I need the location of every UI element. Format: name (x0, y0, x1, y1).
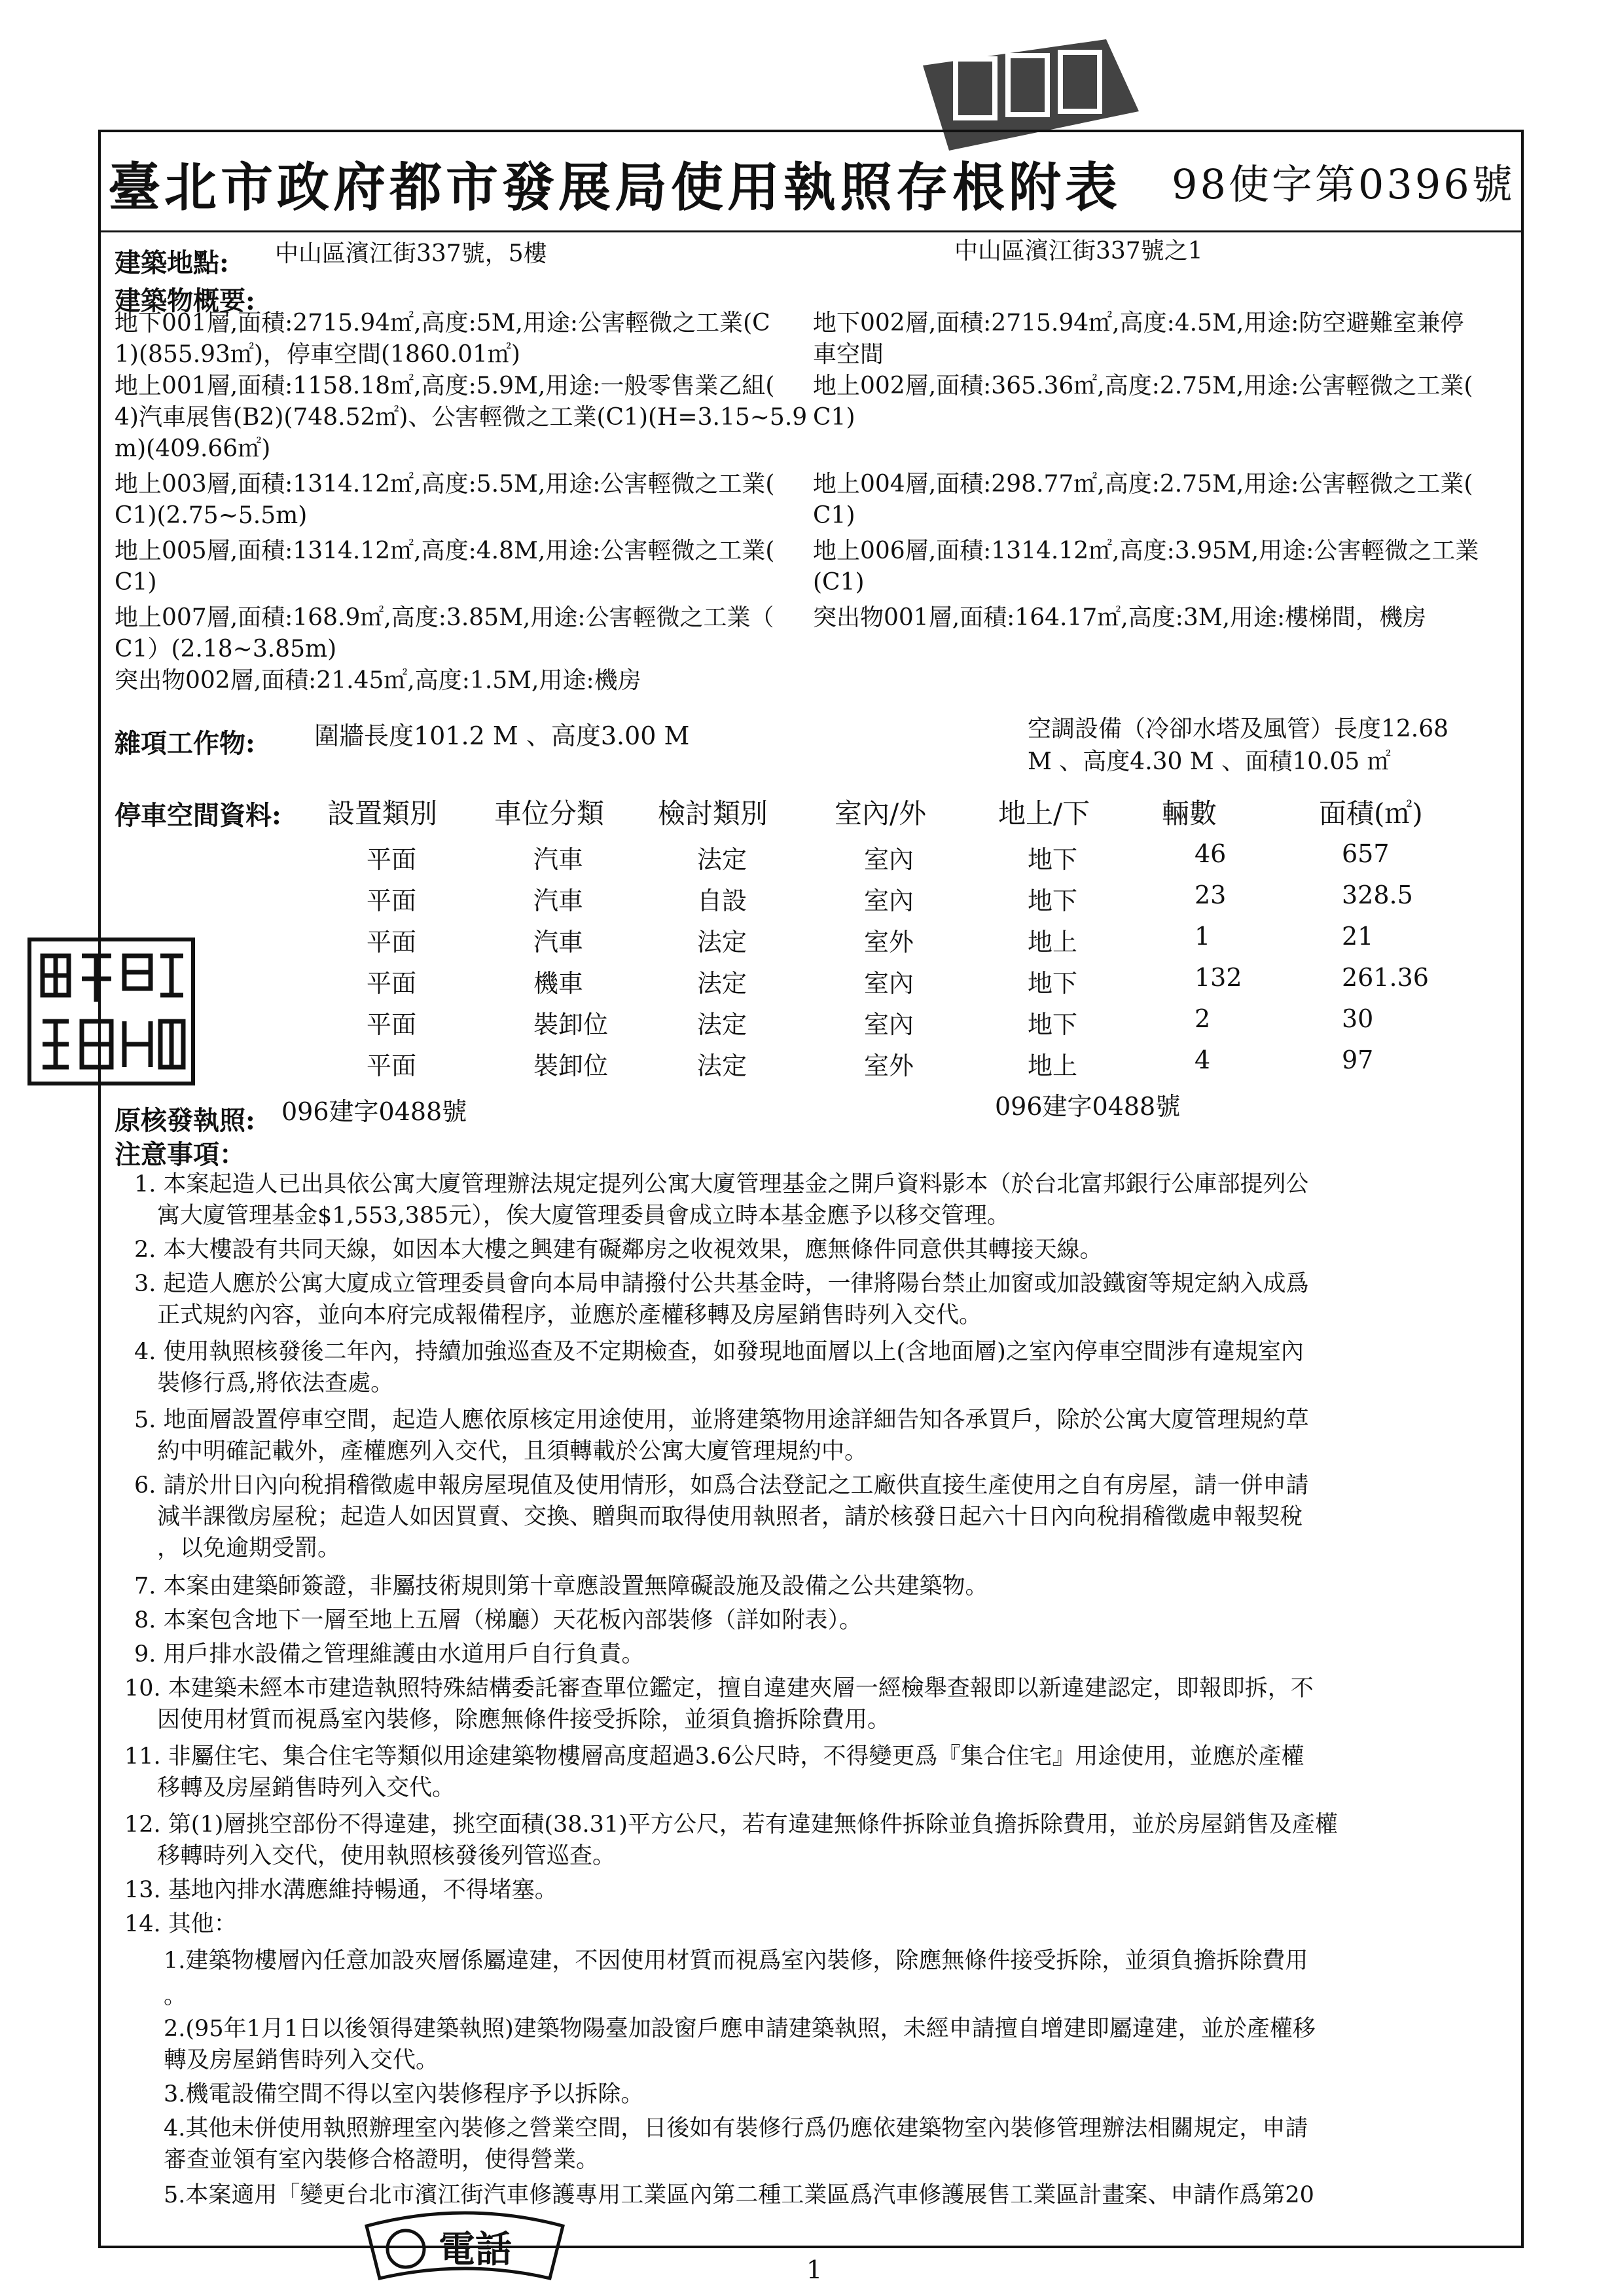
overview-line: C1）(2.18~3.85m) (115, 636, 337, 663)
overview-line: (C1) (813, 569, 865, 596)
parking-cell: 97 (1342, 1046, 1374, 1074)
parking-cell: 裝卸位 (533, 1010, 609, 1039)
parking-header: 室內/外 (835, 797, 927, 829)
parking-cell: 21 (1342, 922, 1374, 951)
parking-cell: 法定 (697, 928, 747, 957)
note-line: 13. 基地內排水溝應維持暢通，不得堵塞。 (124, 1877, 558, 1903)
parking-cell: 地上 (1028, 928, 1078, 957)
note-line: 移轉時列入交代，使用執照核發後列管巡查。 (157, 1843, 616, 1869)
parking-cell: 平面 (367, 928, 417, 957)
parking-cell: 23 (1195, 881, 1227, 909)
parking-cell: 室內 (864, 845, 914, 874)
parking-header: 設置類別 (327, 797, 438, 829)
note-line: 9. 用戶排水設備之管理維護由水道用戶自行負責。 (134, 1641, 645, 1667)
parking-cell: 46 (1195, 839, 1227, 868)
parking-cell: 室內 (864, 969, 914, 998)
note-line: 因使用材質而視爲室內裝修，除應無條件接受拆除，並須負擔拆除費用。 (157, 1707, 891, 1733)
original-permit-label: 原核發執照: (115, 1105, 255, 1136)
note-line: 減半課徵房屋稅；起造人如因買賣、交換、贈與而取得使用執照者，請於核發日起六十日內向稅捐稽徵處申報契稅 (157, 1504, 1303, 1530)
parking-cell: 261.36 (1342, 963, 1429, 992)
parking-cell: 地上 (1028, 1051, 1078, 1080)
parking-cell: 平面 (367, 1051, 417, 1080)
parking-cell: 室外 (864, 928, 914, 957)
overview-line: 車空間 (813, 341, 884, 368)
parking-header: 車位分類 (494, 797, 605, 829)
note-line: 。 (164, 1983, 187, 2009)
parking-cell: 平面 (367, 886, 417, 915)
parking-cell: 法定 (697, 1051, 747, 1080)
note-line: 5. 地面層設置停車空間，起造人應依原核定用途使用，並將建築物用途詳細告知各承買戶，除於公寓大廈管理規約草 (134, 1407, 1309, 1433)
overview-line: 地上004層,面積:298.77㎡,高度:2.75M,用途:公害輕微之工業( (813, 471, 1473, 498)
overview-line: 地上003層,面積:1314.12㎡,高度:5.5M,用途:公害輕微之工業( (115, 471, 775, 498)
overview-left-column (115, 308, 808, 697)
parking-cell: 裝卸位 (533, 1051, 609, 1080)
ac-spec-line1: 空調設備（冷卻水塔及風管）長度12.68 (1028, 716, 1449, 742)
parking-cell: 地下 (1028, 1010, 1078, 1039)
parking-cell: 平面 (367, 969, 417, 998)
overview-line: 突出物002層,面積:21.45㎡,高度:1.5M,用途:機房 (115, 667, 641, 694)
document-title: 臺北市政府都市發展局使用執照存根附表 (108, 156, 1121, 218)
overview-line: 地下002層,面積:2715.94㎡,高度:4.5M,用途:防空避難室兼停 (813, 310, 1464, 337)
note-line: 12. 第(1)層挑空部份不得違建，挑空面積(38.31)平方公尺，若有違建無條件拆除並負擔拆除費用，並於房屋銷售及產權 (124, 1812, 1338, 1838)
overview-line: 地上002層,面積:365.36㎡,高度:2.75M,用途:公害輕微之工業( (813, 373, 1473, 399)
overview-label: 建築物概要: (115, 285, 255, 316)
parking-cell: 法定 (697, 1010, 747, 1039)
overview-line: C1) (813, 404, 855, 431)
parking-cell: 328.5 (1342, 881, 1413, 909)
parking-cell: 汽車 (533, 886, 584, 915)
note-line: 10. 本建築未經本市建造執照特殊結構委託審查單位鑑定，擅自違建夾層一經檢舉查報即以新違建認定，即報即拆，不 (124, 1675, 1314, 1702)
parking-header: 地上/下 (998, 797, 1090, 829)
parking-header: 面積(㎡) (1319, 797, 1423, 829)
note-line: 裝修行爲,將依法查處。 (157, 1370, 394, 1396)
parking-header: 輛數 (1162, 797, 1217, 829)
overview-line: 突出物001層,面積:164.17㎡,高度:3M,用途:樓梯間，機房 (813, 604, 1427, 631)
overview-line: 4)汽車展售(B2)(748.52㎡)、公害輕微之工業(C1)(H=3.15~5.9 (115, 404, 808, 431)
note-line: 4. 使用執照核發後二年內，持續加強巡查及不定期檢查，如發現地面層以上(含地面層)之室內停車空間涉有違規室內 (134, 1339, 1304, 1365)
note-line: 移轉及房屋銷售時列入交代。 (157, 1775, 456, 1801)
note-line: 8. 本案包含地下一層至地上五層（梯廳）天花板內部裝修（詳如附表）。 (134, 1607, 863, 1633)
note-line: 正式規約內容，並向本府完成報備程序，並應於產權移轉及房屋銷售時列入交代。 (157, 1302, 982, 1328)
overview-line: C1)(2.75~5.5m) (115, 502, 308, 529)
permit-number: 98使字第0396號 (1172, 160, 1515, 208)
parking-cell: 1 (1195, 922, 1211, 951)
parking-cell: 室外 (864, 1051, 914, 1080)
parking-cell: 地下 (1028, 845, 1078, 874)
overview-right-column (813, 308, 1520, 634)
overview-line: 1)(855.93㎡)，停車空間(1860.01㎡) (115, 341, 520, 368)
parking-cell: 地下 (1028, 969, 1078, 998)
note-line: 11. 非屬住宅、集合住宅等類似用途建築物樓層高度超過3.6公尺時，不得變更爲『集合住宅』用途使用，並應於產權 (124, 1743, 1304, 1770)
note-line: 審查並領有室內裝修合格證明，使得營業。 (164, 2147, 600, 2173)
address-main: 中山區濱江街337號，5樓 (275, 240, 547, 267)
note-line: 2. 本大樓設有共同天線，如因本大樓之興建有礙鄰房之收視效果，應無條件同意供其轉接天線。 (134, 1237, 1103, 1263)
note-line: 3. 起造人應於公寓大廈成立管理委員會向本局申請撥付公共基金時，一律將陽台禁止加窗或加設鐵窗等規定納入成爲 (134, 1271, 1309, 1297)
overview-line: C1) (813, 502, 855, 529)
parking-cell: 法定 (697, 845, 747, 874)
note-line: ，以免逾期受罰。 (157, 1535, 341, 1561)
note-line: 1.建築物樓層內任意加設夾層係屬違建，不因使用材質而視爲室內裝修，除應無條件接受拆除，並須負擔拆除費用 (164, 1948, 1308, 1974)
overview-line: C1) (115, 569, 157, 596)
address-label: 建築地點: (115, 247, 229, 278)
misc-works-label: 雜項工作物: (115, 728, 255, 759)
note-line: 5.本案適用「變更台北市濱江街汽車修護專用工業區內第二種工業區爲汽車修護展售工業區計畫案、申請作爲第20 (164, 2182, 1314, 2208)
note-line: 6. 請於卅日內向稅捐稽徵處申報房屋現值及使用情形，如爲合法登記之工廠供直接生產使用之自有房屋，請一併申請 (134, 1472, 1309, 1499)
overview-line: 地上001層,面積:1158.18㎡,高度:5.9M,用途:一般零售業乙組( (115, 373, 775, 399)
note-line: 4.其他未併使用執照辦理室內裝修之營業空間，日後如有裝修行爲仍應依建築物室內裝修管理辦法相關規定，申請 (164, 2115, 1308, 2141)
original-permit-value-2: 096建字0488號 (995, 1092, 1181, 1121)
parking-cell: 汽車 (533, 928, 584, 957)
title-divider (98, 230, 1524, 232)
parking-cell: 自設 (697, 886, 747, 915)
overview-line: 地上007層,面積:168.9㎡,高度:3.85M,用途:公害輕微之工業（ (115, 604, 774, 631)
note-line: 寓大廈管理基金$1,553,385元），俟大廈管理委員會成立時本基金應予以移交管理。 (157, 1203, 1010, 1229)
notes-label: 注意事項： (115, 1139, 245, 1170)
parking-label: 停車空間資料: (115, 800, 281, 831)
note-line: 3.機電設備空間不得以室內裝修程序予以拆除。 (164, 2081, 644, 2107)
parking-cell: 汽車 (533, 845, 584, 874)
fence-spec: 圍牆長度101.2 M 、高度3.00 M (314, 721, 690, 750)
parking-cell: 4 (1195, 1046, 1211, 1074)
note-line: 14. 其他： (124, 1911, 237, 1937)
note-line: 7. 本案由建築師簽證，非屬技術規則第十章應設置無障礙設施及設備之公共建築物。 (134, 1573, 988, 1599)
parking-cell: 室內 (864, 1010, 914, 1039)
note-line: 1. 本案起造人已出具依公寓大廈管理辦法規定提列公寓大廈管理基金之開戶資料影本（於台北富邦銀行公庫部提列公 (134, 1171, 1309, 1197)
parking-cell: 室內 (864, 886, 914, 915)
parking-cell: 132 (1195, 963, 1242, 992)
parking-header: 檢討類別 (658, 797, 768, 829)
parking-cell: 平面 (367, 1010, 417, 1039)
overview-line: m)(409.66㎡) (115, 435, 271, 462)
parking-cell: 機車 (533, 969, 584, 998)
parking-cell: 30 (1342, 1004, 1374, 1033)
overview-line: 地下001層,面積:2715.94㎡,高度:5M,用途:公害輕微之工業(C (115, 310, 770, 337)
note-line: 2.(95年1月1日以後領得建築執照)建築物陽臺加設窗戶應申請建築執照，未經申請擅自增建即屬違建，並於產權移 (164, 2016, 1316, 2042)
note-line: 轉及房屋銷售時列入交代。 (164, 2047, 439, 2073)
parking-cell: 地下 (1028, 886, 1078, 915)
original-permit-value: 096建字0488號 (281, 1097, 467, 1126)
phone-stamp-text: 電話 (439, 2228, 512, 2271)
note-line: 約中明確記載外，產權應列入交代，且須轉載於公寓大廈管理規約中。 (157, 1438, 868, 1465)
ac-spec-line2: M 、高度4.30 M 、面積10.05 ㎡ (1028, 748, 1391, 775)
overview-line: 地上005層,面積:1314.12㎡,高度:4.8M,用途:公害輕微之工業( (115, 538, 775, 564)
parking-cell: 2 (1195, 1004, 1211, 1033)
address-alt: 中山區濱江街337號之1 (954, 238, 1203, 264)
parking-cell: 平面 (367, 845, 417, 874)
parking-cell: 657 (1342, 839, 1390, 868)
parking-cell: 法定 (697, 969, 747, 998)
page-number: 1 (806, 2255, 823, 2284)
overview-line: 地上006層,面積:1314.12㎡,高度:3.95M,用途:公害輕微之工業 (813, 538, 1479, 564)
